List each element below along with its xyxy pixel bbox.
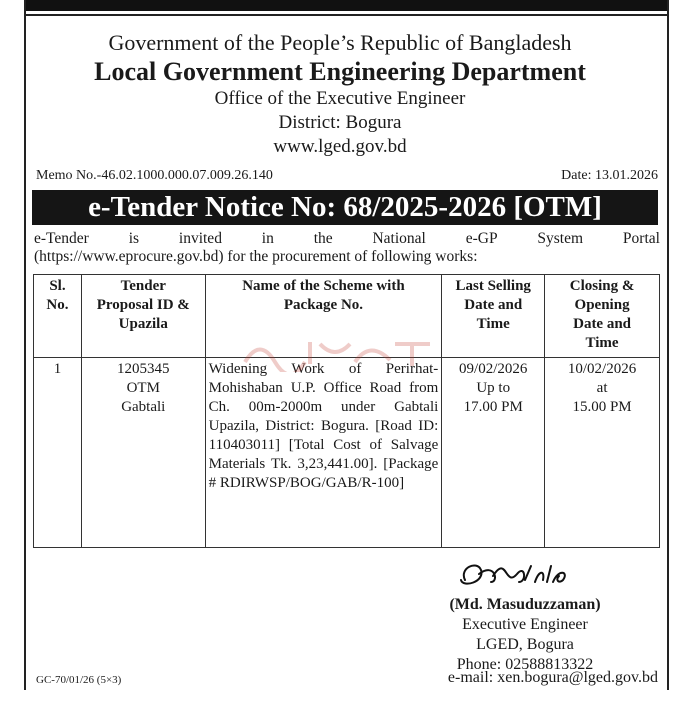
intro-word: Portal [622, 230, 660, 247]
signatory-email: e-mail: xen.bogura@lged.gov.bd [447, 669, 658, 686]
header-sl: Sl. No. [34, 275, 82, 358]
cell-tender-id: 1205345 OTM Gabtali [81, 358, 205, 548]
header-website: www.lged.gov.bd [273, 136, 407, 157]
intro-word: e-GP [465, 230, 498, 247]
table-row [34, 358, 660, 548]
intro-line-2: (https://www.eprocure.gov.bd) for the procurement of following works: [34, 248, 478, 265]
cell-closing-opening: 10/02/2026 at 15.00 PM [545, 358, 660, 548]
intro-word: System [537, 230, 584, 247]
header-district: District: Bogura [278, 112, 402, 133]
intro-word: e-Tender [34, 230, 89, 247]
signature-mark [455, 552, 585, 594]
signatory-phone: Phone: 02588813322 [456, 656, 594, 673]
header-office: Office of the Executive Engineer [214, 88, 466, 109]
cell-scheme: Widening Work of Perirhat-Mohishaban U.P. Office Road from Ch. 00m-2000m under Gabtali Upazila, District: Bogura. [Road ID: 110403011] [Total Cost of Salvage Materials Tk. 3,23,441.00]. [Package # RDIRWSP/BOG/GAB/R-100] [205, 358, 442, 548]
header-scheme: Name of the Scheme with Package No. [205, 275, 442, 358]
header-department: Local Government Engineering Department [94, 57, 586, 86]
header-government: Government of the People’s Republic of Bangladesh [108, 30, 572, 55]
intro-line-1 [34, 230, 660, 248]
notice-title-banner: e-Tender Notice No: 68/2025-2026 [OTM] [32, 190, 658, 225]
signatory-office: LGED, Bogura [476, 636, 574, 653]
notice-date: Date: 13.01.2026 [561, 168, 658, 183]
header-closing-opening: Closing & Opening Date and Time [545, 275, 660, 358]
signatory-title: Executive Engineer [462, 616, 588, 633]
intro-word: in [261, 230, 274, 247]
cell-sl: 1 [34, 358, 82, 548]
tender-table [33, 274, 660, 548]
cell-last-selling: 09/02/2026 Up to 17.00 PM [442, 358, 545, 548]
intro-word: invited [178, 230, 222, 247]
header-last-selling: Last Selling Date and Time [442, 275, 545, 358]
footer-code: GC-70/01/26 (5×3) [36, 674, 122, 686]
signatory-name: (Md. Masuduzzaman) [449, 596, 601, 613]
intro-paragraph [34, 230, 660, 266]
signature-block [390, 595, 660, 675]
newspaper-watermark-logo [240, 332, 440, 372]
header-tender-id: Tender Proposal ID & Upazila [81, 275, 205, 358]
intro-word: National [372, 230, 426, 247]
intro-word: is [128, 230, 140, 247]
memo-number: Memo No.-46.02.1000.000.07.009.26.140 [36, 168, 273, 183]
intro-word: the [313, 230, 333, 247]
